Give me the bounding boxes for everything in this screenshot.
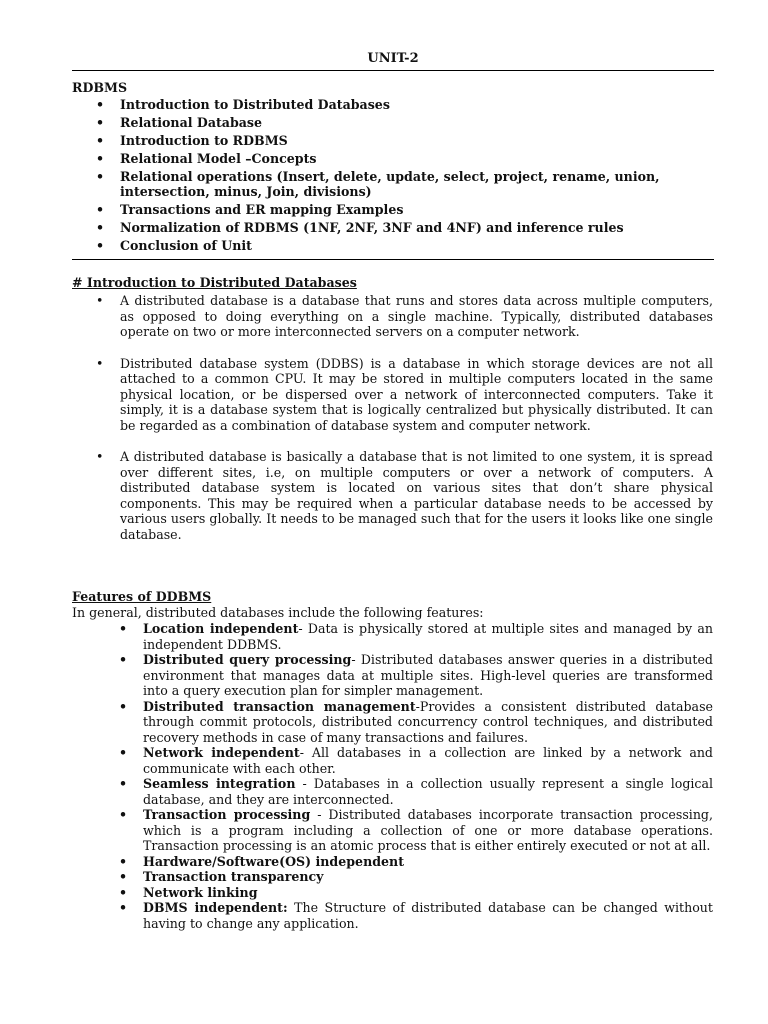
feature-item [143,699,713,746]
feature-term: Transaction transparency [143,869,324,884]
feature-item [143,854,713,870]
toc-divider [72,259,714,260]
toc-list [120,97,716,256]
intro-paragraph-list [120,293,713,558]
feature-item [143,652,713,699]
feature-term: Location independent [143,621,299,636]
toc-item: • Introduction to RDBMS [120,133,716,149]
feature-item [143,776,713,807]
unit-title: UNIT-2 [367,51,419,66]
intro-paragraph: • A distributed database is basically a database that is not limited to one system, it is spread over different sites, i.e, on multiple computers or over a network of computers. A distributed database system is located on various sites that don’t share physical components. This may be required when a particular database needs to be accessed by various users globally. It needs to be managed such that for the users it looks like one single database. [120,449,713,542]
feature-description: - Databases in a collection usually represent a single logical database, and they are interconnected. [143,776,714,807]
feature-description: - Distributed databases answer queries in a distributed environment that manages data at multiple sites. High-level queries are transformed into a query execution plan for simpler management. [143,652,713,698]
intro-paragraph: • A distributed database is a database that runs and stores data across multiple computers, as opposed to doing everything on a single machine. Typically, distributed databases operate on two or more interconnected servers on a computer network. [120,293,713,340]
features-list [143,621,713,931]
toc-item: • Introduction to Distributed Databases [120,97,716,113]
intro-paragraph: • Distributed database system (DDBS) is a database in which storage devices are not all attached to a common CPU. It may be stored in multiple computers located in the same physical location, or be dispersed over a network of interconnected computers. Take it simply, it is a database system that is logically centralized but physically distributed. It can be regarded as a combination of database system and computer network. [120,356,713,434]
toc-heading: RDBMS [72,80,128,95]
feature-term: Distributed transaction management [143,698,416,714]
feature-item [143,869,713,885]
feature-term: Network linking [143,884,258,900]
feature-description: -Provides a consistent distributed database through commit protocols, distributed concurrency control techniques, and distributed recovery methods in case of many transactions and failures. [143,698,713,745]
feature-item [143,900,713,931]
toc-item: • Relational Model –Concepts [120,151,716,167]
intro-section-heading: # Introduction to Distributed Databases [72,275,357,290]
toc-item: • Relational operations (Insert, delete, update, select, project, rename, union, intersection, minus, Join, divisions) [120,169,716,200]
feature-term: Distributed query processing [143,652,352,667]
feature-description: The Structure of distributed database can be changed without having to change any application. [143,900,713,931]
toc-item: • Relational Database [120,115,716,131]
feature-description: - Data is physically stored at multiple sites and managed by an independent DDBMS. [143,621,713,652]
feature-description: - Distributed databases incorporate transaction processing, which is a program including a collection of one or more database operations. Transaction processing is an atomic process that is either entirely executed or not at all. [143,807,713,853]
feature-item [143,745,713,776]
features-heading: Features of DDBMS [72,589,212,604]
feature-description: - All databases in a collection are linked by a network and communicate with each other. [143,745,713,776]
feature-item [143,885,713,901]
toc-item: • Transactions and ER mapping Examples [120,202,716,218]
feature-term: Network independent [143,745,300,760]
toc-item: • Normalization of RDBMS (1NF, 2NF, 3NF and 4NF) and inference rules [120,220,716,236]
feature-item [143,807,713,854]
toc-item: • Conclusion of Unit [120,238,716,254]
title-divider [72,70,714,71]
feature-term: DBMS independent: [143,900,288,915]
feature-term: Hardware/Software(OS) independent [143,853,405,869]
features-intro: In general, distributed databases include the following features: [72,605,484,620]
feature-term: Seamless integration [143,776,296,791]
feature-term: Transaction processing [143,807,311,822]
feature-item [143,621,713,652]
